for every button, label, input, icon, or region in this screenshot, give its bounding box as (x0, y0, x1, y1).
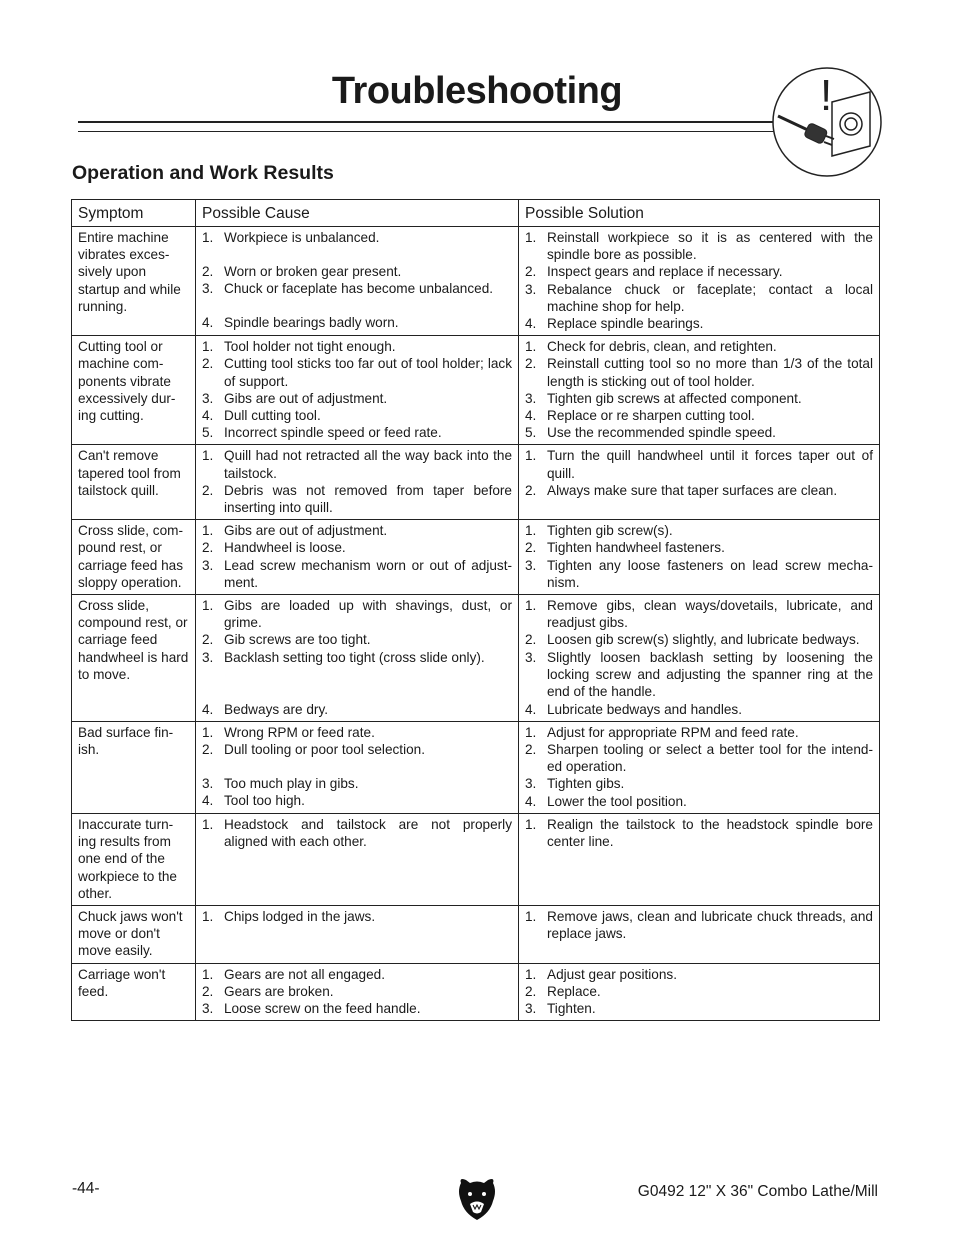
cause-item-text: Incorrect spindle speed or feed rate. (224, 425, 442, 441)
solution-item-number: 1. (525, 230, 537, 245)
section-title: Operation and Work Results (72, 162, 334, 184)
cause-item-number: 2. (202, 356, 214, 372)
cause-list (202, 522, 512, 591)
solution-item-text: Turn the quill handwheel until it forces taper out of quill. (547, 448, 873, 481)
solution-list (525, 966, 873, 1018)
solution-list (525, 724, 873, 810)
solution-item-text: Sharpen tooling or select a better tool for the intend-ed operation. (547, 742, 873, 775)
solution-item (525, 775, 873, 792)
cause-item-number: 2. (202, 632, 214, 648)
cause-item-text: Gib screws are too tight. (224, 632, 371, 648)
solution-item-text: Tighten any loose fasteners on lead screw mecha-nism. (547, 557, 873, 590)
cause-list (202, 338, 512, 441)
symptom-cell: Cutting tool or machine com-ponents vibrate excessively dur-ing cutting. (72, 336, 196, 445)
cause-item (202, 355, 512, 389)
svg-text:!: ! (820, 71, 833, 120)
solution-item-number: 3. (525, 557, 537, 573)
solution-item-number: 1. (525, 816, 537, 832)
solution-item-text: Loosen gib screw(s) slightly, and lubricate bedways. (547, 632, 860, 648)
solution-item-number: 2. (525, 356, 537, 372)
solution-item (525, 741, 873, 775)
cause-item-number: 1. (202, 598, 214, 614)
solution-item-number: 1. (525, 448, 537, 464)
cause-cell (196, 227, 519, 336)
solution-item (525, 522, 873, 539)
cause-item (202, 522, 512, 539)
cause-item (202, 314, 512, 331)
cause-item-number: 4. (202, 315, 214, 331)
cause-item-text: Debris was not removed from taper before inserting into quill. (224, 482, 512, 516)
header-possible-cause: Possible Cause (196, 200, 519, 227)
symptom-cell: Can't remove tapered tool from tailstock quill. (72, 445, 196, 520)
cause-item-text: Gibs are out of adjustment. (224, 523, 388, 539)
cause-item-number: 4. (202, 701, 214, 717)
cause-item-text: Chips lodged in the jaws. (224, 908, 376, 924)
cause-item (202, 280, 512, 314)
solution-cell (519, 336, 880, 445)
cause-item (202, 390, 512, 407)
solution-item-text: Slightly loosen backlash setting by loosening the locking screw and adjusting the spanner ring at the end of the handle. (547, 649, 873, 700)
cause-item (202, 966, 512, 983)
solution-list (525, 447, 873, 515)
cause-item (202, 741, 512, 775)
solution-cell (519, 813, 880, 905)
solution-item-text: Check for debris, clean, and retighten. (547, 339, 777, 355)
table-row (72, 595, 880, 722)
cause-item-text: Tool too high. (224, 793, 305, 809)
cause-item (202, 557, 512, 591)
cause-item-text: Spindle bearings badly worn. (224, 315, 399, 331)
solution-item-number: 2. (525, 482, 537, 498)
cause-item-number: 2. (202, 264, 214, 279)
solution-item (525, 793, 873, 810)
cause-cell (196, 445, 519, 520)
solution-item-text: Lower the tool position. (547, 793, 687, 809)
cause-item-number: 1. (202, 230, 214, 245)
cause-item-number: 2. (202, 482, 214, 498)
solution-item-text: Reinstall workpiece so it is as centered with the spindle bore as possible. (547, 230, 873, 263)
solution-item (525, 724, 873, 741)
cause-list (202, 447, 512, 516)
solution-item (525, 631, 873, 648)
solution-item-number: 1. (525, 908, 537, 924)
cause-item-number: 4. (202, 408, 214, 424)
solution-item-number: 3. (525, 390, 537, 406)
solution-item-number: 3. (525, 1000, 537, 1016)
solution-item-text: Tighten. (547, 1000, 596, 1016)
cause-item-text: Bedways are dry. (224, 701, 329, 717)
page-title: Troubleshooting (331, 70, 623, 112)
cause-item (202, 724, 512, 741)
solution-item (525, 816, 873, 850)
cause-item (202, 447, 512, 481)
cause-item (202, 263, 512, 280)
cause-item-text: Tool holder not tight enough. (224, 339, 396, 355)
solution-cell (519, 227, 880, 336)
cause-item-number: 2. (202, 983, 214, 999)
cause-item-text: Gibs are out of adjustment. (224, 390, 388, 406)
bear-logo-icon (457, 1177, 497, 1221)
cause-item (202, 1000, 512, 1017)
title-rule-bottom (78, 131, 878, 132)
solution-item (525, 482, 873, 516)
solution-list (525, 229, 873, 332)
cause-item-text: Cutting tool sticks too far out of tool holder; lack of support. (224, 356, 512, 389)
solution-item (525, 597, 873, 631)
solution-item-text: Replace spindle bearings. (547, 316, 704, 332)
solution-item-number: 3. (525, 776, 537, 792)
solution-item-text: Adjust gear positions. (547, 966, 677, 982)
solution-item-text: Tighten gib screw(s). (547, 523, 673, 539)
cause-item (202, 482, 512, 516)
solution-cell (519, 520, 880, 595)
cause-item-text: Gibs are loaded up with shavings, dust, or grime. (224, 598, 512, 631)
solution-item (525, 908, 873, 942)
solution-item-number: 2. (525, 983, 537, 999)
solution-item-text: Always make sure that taper surfaces are clean. (547, 482, 838, 498)
solution-cell (519, 963, 880, 1021)
cause-item (202, 338, 512, 355)
cause-item-number: 5. (202, 425, 214, 441)
solution-item (525, 1000, 873, 1017)
solution-list (525, 816, 873, 850)
cause-item-text: Handwheel is loose. (224, 540, 346, 556)
cause-item (202, 631, 512, 648)
table-row (72, 445, 880, 520)
troubleshooting-table (71, 199, 880, 1021)
cause-item-text: Gears are broken. (224, 983, 334, 999)
solution-list (525, 908, 873, 942)
cause-item-number: 3. (202, 390, 214, 406)
solution-item (525, 338, 873, 355)
cause-cell (196, 963, 519, 1021)
solution-item-text: Remove jaws, clean and lubricate chuck threads, and replace jaws. (547, 908, 873, 942)
solution-item (525, 390, 873, 407)
solution-item-number: 4. (525, 701, 537, 717)
solution-cell (519, 445, 880, 520)
solution-item-text: Tighten handwheel fasteners. (547, 540, 725, 556)
cause-item (202, 649, 512, 701)
solution-item (525, 557, 873, 591)
table-row (72, 963, 880, 1021)
cause-item-text: Too much play in gibs. (224, 776, 359, 792)
page-number: -44- (72, 1180, 100, 1197)
cause-item (202, 816, 512, 850)
solution-item-number: 3. (525, 649, 537, 665)
cause-item-number: 3. (202, 776, 214, 792)
cause-item-text: Headstock and tailstock are not properly aligned with each other. (224, 816, 512, 850)
solution-item-number: 4. (525, 408, 537, 424)
cause-item (202, 792, 512, 809)
solution-item-text: Use the recommended spindle speed. (547, 425, 776, 441)
solution-item-number: 4. (525, 793, 537, 809)
cause-list (202, 229, 512, 331)
cause-item-text: Gears are not all engaged. (224, 966, 385, 982)
cause-item-number: 1. (202, 816, 214, 832)
cause-item-number: 3. (202, 1000, 214, 1016)
cause-item (202, 229, 512, 263)
solution-item (525, 649, 873, 701)
cause-list (202, 816, 512, 850)
cause-item (202, 597, 512, 631)
cause-item-number: 1. (202, 908, 214, 924)
cause-cell (196, 813, 519, 905)
cause-item (202, 424, 512, 441)
header-symptom: Symptom (72, 200, 196, 227)
cause-list (202, 966, 512, 1018)
solution-item-text: Adjust for appropriate RPM and feed rate. (547, 724, 799, 740)
cause-item (202, 407, 512, 424)
solution-item-text: Realign the tailstock to the headstock spindle bore center line. (547, 816, 873, 850)
cause-item (202, 539, 512, 556)
solution-item-number: 5. (525, 425, 537, 441)
header-possible-solution: Possible Solution (519, 200, 880, 227)
cause-cell (196, 520, 519, 595)
solution-item-text: Lubricate bedways and handles. (547, 701, 742, 717)
solution-cell (519, 721, 880, 813)
cause-item-number: 1. (202, 339, 214, 355)
table-header-row (72, 200, 880, 227)
table-row (72, 905, 880, 963)
solution-cell (519, 595, 880, 722)
cause-item-text: Dull cutting tool. (224, 408, 321, 424)
solution-item-text: Rebalance chuck or faceplate; contact a local machine shop for help. (547, 281, 873, 314)
solution-item (525, 447, 873, 481)
solution-cell (519, 905, 880, 963)
symptom-cell: Chuck jaws won't move or don't move easily. (72, 905, 196, 963)
solution-item-number: 1. (525, 339, 537, 355)
cause-list (202, 908, 512, 942)
solution-item (525, 263, 873, 280)
cause-item-number: 1. (202, 966, 214, 982)
table-row (72, 227, 880, 336)
solution-item-number: 1. (525, 598, 537, 614)
symptom-cell: Cross slide, com-pound rest, or carriage feed has sloppy operation. (72, 520, 196, 595)
symptom-cell: Inaccurate turn-ing results from one end of the workpiece to the other. (72, 813, 196, 905)
cause-item-number: 3. (202, 649, 214, 665)
solution-item (525, 407, 873, 424)
cause-list (202, 724, 512, 810)
cause-item-number: 3. (202, 557, 214, 573)
cause-cell (196, 905, 519, 963)
solution-list (525, 597, 873, 718)
solution-item (525, 539, 873, 556)
cause-item (202, 775, 512, 792)
cause-item-number: 2. (202, 540, 214, 556)
cause-item-text: Lead screw mechanism worn or out of adjust-ment. (224, 557, 512, 590)
cause-list (202, 597, 512, 718)
solution-item-number: 1. (525, 523, 537, 539)
solution-list (525, 338, 873, 441)
cause-item-number: 3. (202, 281, 214, 297)
cause-item-text: Loose screw on the feed handle. (224, 1000, 421, 1016)
solution-item-number: 1. (525, 724, 537, 740)
model-name: G0492 12" X 36" Combo Lathe/Mill (637, 1183, 878, 1200)
cause-item-number: 1. (202, 448, 214, 464)
solution-item-text: Replace or re sharpen cutting tool. (547, 408, 755, 424)
cause-item-number: 1. (202, 724, 214, 740)
solution-list (525, 522, 873, 591)
solution-item-number: 2. (525, 264, 537, 280)
cause-item-text: Dull tooling or poor tool selection. (224, 742, 425, 758)
warning-plug-icon (770, 66, 884, 178)
solution-item (525, 983, 873, 1000)
symptom-cell: Cross slide, compound rest, or carriage feed handwheel is hard to move. (72, 595, 196, 722)
solution-item-text: Tighten gib screws at affected component. (547, 390, 802, 406)
solution-item (525, 281, 873, 315)
cause-cell (196, 721, 519, 813)
solution-item (525, 966, 873, 983)
title-rule-top (78, 121, 878, 123)
solution-item (525, 701, 873, 718)
solution-item (525, 315, 873, 332)
solution-item-number: 1. (525, 966, 537, 982)
cause-item-text: Quill had not retracted all the way back into the tailstock. (224, 448, 512, 481)
cause-item-number: 4. (202, 793, 214, 809)
cause-item (202, 701, 512, 718)
cause-cell (196, 336, 519, 445)
cause-item-number: 1. (202, 523, 214, 539)
solution-item (525, 355, 873, 389)
cause-item-text: Worn or broken gear present. (224, 264, 402, 279)
solution-item-text: Tighten gibs. (547, 776, 625, 792)
cause-item (202, 908, 512, 942)
symptom-cell: Bad surface fin-ish. (72, 721, 196, 813)
solution-item-text: Reinstall cutting tool so no more than 1/3 of the total length is sticking out of tool holder. (547, 356, 873, 389)
table-row (72, 520, 880, 595)
solution-item-number: 4. (525, 316, 537, 332)
table-row (72, 721, 880, 813)
cause-item-text: Backlash setting too tight (cross slide only). (224, 649, 485, 665)
solution-item (525, 424, 873, 441)
cause-item-text: Workpiece is unbalanced. (224, 230, 380, 245)
cause-item-text: Wrong RPM or feed rate. (224, 724, 375, 740)
solution-item-text: Remove gibs, clean ways/dovetails, lubricate, and readjust gibs. (547, 598, 873, 631)
cause-cell (196, 595, 519, 722)
solution-item-text: Replace. (547, 983, 601, 999)
solution-item-text: Inspect gears and replace if necessary. (547, 264, 783, 280)
solution-item-number: 2. (525, 632, 537, 648)
solution-item-number: 2. (525, 742, 537, 758)
cause-item-number: 2. (202, 742, 214, 758)
solution-item (525, 229, 873, 263)
solution-item-number: 2. (525, 540, 537, 556)
cause-item (202, 983, 512, 1000)
table-row (72, 813, 880, 905)
symptom-cell: Entire machine vibrates exces-sively upon startup and while running. (72, 227, 196, 336)
symptom-cell: Carriage won't feed. (72, 963, 196, 1021)
cause-item-text: Chuck or faceplate has become unbalanced. (224, 281, 494, 297)
table-row (72, 336, 880, 445)
solution-item-number: 3. (525, 281, 537, 297)
